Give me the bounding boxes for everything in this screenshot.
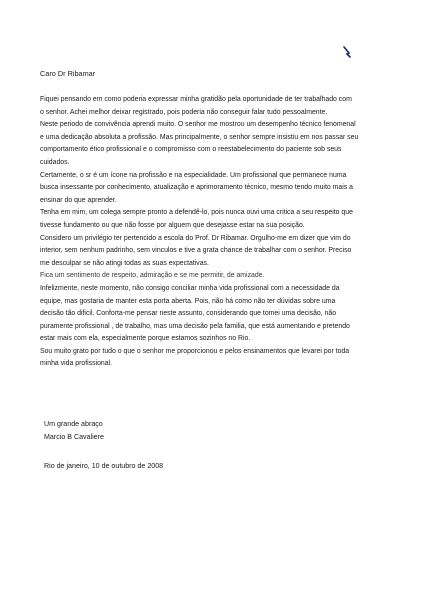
body-line: tivesse fundamento ou que não fosse por alguem que desejasse estar na sua posição.: [40, 221, 305, 229]
body-line: Sou muito grato por tudo o que o senhor me proporcionou e pelos ensinamentos que levarei por toda: [40, 347, 350, 355]
body-line: Infelizmente, neste momento, não consigo conciliar minha vida profissional com a necessidade da: [40, 284, 340, 292]
body-line: Tenha em mim, um colega sempre pronto a defendê-lo, pois nunca ouvi uma critica a seu respeito que: [40, 209, 353, 217]
body-line: me desculpar se não atingi todas as suas expectativas.: [40, 259, 209, 267]
body-line: Considero um privilégio ter pertencido a escola do Prof. Dr Ribamar. Orgulho-me em dizer que vim do: [40, 234, 351, 242]
closing-block: [44, 418, 104, 443]
body-line: puramente profissional , de trabalho, mas uma decisão pela familia, que está aumentando e pretendo: [40, 322, 350, 330]
body-line: interior, sem nenhum padrinho, sem vinculos e tive a grata chance de trabalhar com o senhor. Preciso: [40, 247, 352, 255]
body-line: o senhor. Achei melhor deixar registrado, pois poderia não conseguir falar tudo pessoalmente.: [40, 108, 328, 116]
body-line: minha vida profissional.: [40, 360, 113, 368]
body-line: Certamente, o sr é um ícone na profissão e na especialidade. Um profissional que permanece numa: [40, 171, 347, 179]
body-line: comportamento ético profissional e o compromisso com o reestabelecimento do paciente sob seus: [40, 146, 342, 154]
body-line: decisão tão dificil. Conforta-me pensar neste assunto, considerando que tomei uma decisão, não: [40, 310, 337, 318]
body-line: estar mais com ela, especialmente porque estamos sozinhos no Rio.: [40, 335, 251, 343]
body-line: equipe, mas gostaria de manter esta porta aberta. Pois, não há como não ter dúvidas sobre uma: [40, 297, 336, 305]
letter-body: [40, 94, 380, 371]
body-line: Fiquei pensando em como poderia expressar minha gratidão pela oportunidade de ter trabalhado com: [40, 96, 352, 103]
body-line: cuidados.: [40, 158, 70, 166]
date-line: Rio de janeiro, 10 de outubro de 2008: [44, 462, 164, 470]
body-line: ensinar do que aprender.: [40, 196, 117, 204]
signature-name: Marcio B Cavaliere: [44, 432, 104, 441]
body-line: Fica um sentimento de respeito, admiração e se me permitir, de amizade.: [40, 272, 265, 280]
body-line: e uma dedicação absoluta a profissão. Mas principalmente, o senhor sempre insistiu em nos passar seu: [40, 133, 359, 141]
salutation: Caro Dr Ribamar: [40, 69, 96, 78]
closing-phrase: Um grande abraço: [44, 420, 103, 428]
body-line: busca insessante por conhecimento, atualização e aprimoramento técnico, mesmo tendo muito mais a: [40, 184, 353, 192]
pen-mark-icon: [343, 46, 351, 58]
body-line: Neste periodo de convivência aprendi muito. O senhor me mostrou um desempenho técnico fenomenal: [40, 121, 356, 129]
